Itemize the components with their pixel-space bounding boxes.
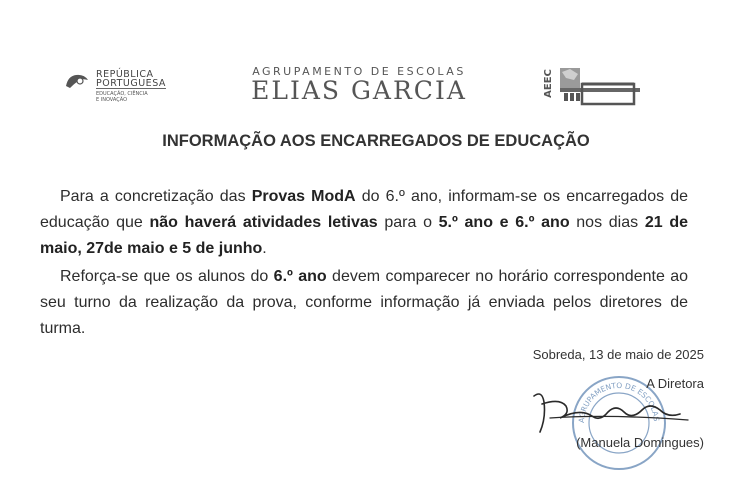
paragraph2-bold-grade: 6.º ano [273, 268, 327, 285]
aeec-logo [540, 66, 640, 106]
document-title: INFORMAÇÃO AOS ENCARREGADOS DE EDUCAÇÃO [162, 132, 590, 150]
republic-title-line2: PORTUGUESA [96, 78, 166, 89]
republic-subtitle-line2: E INOVAÇÃO [96, 96, 128, 103]
paragraph-attendance-info [40, 264, 688, 342]
aeec-building-icon [540, 66, 640, 106]
republic-emblem-icon [64, 72, 90, 90]
paragraph1-bold-exams: Provas ModA [251, 188, 356, 205]
school-group-logo [228, 66, 490, 106]
handwritten-signature [520, 388, 690, 438]
svg-text:AGRUPAMENTO DE ESCOLAS ELIAS G: AGRUPAMENTO DE ESCOLAS [576, 380, 662, 424]
paragraph2-text-1: Reforça-se que os alunos do [60, 268, 274, 285]
paragraph1-text-4: nos dias [569, 214, 645, 231]
republic-subtitle-line1: EDUCAÇÃO, CIÊNCIA [96, 91, 148, 97]
signatory-role: A Diretora [646, 376, 704, 391]
republic-title-line1: REPÚBLICA [96, 69, 154, 80]
signatory-name: (Manuela Domingues) [576, 435, 704, 450]
school-group-line1: AGRUPAMENTO DE ESCOLAS [252, 65, 466, 78]
paragraph1-bold-dates: 21 de maio, 27de maio e 5 de junho [40, 214, 688, 257]
republica-portuguesa-logo [62, 70, 182, 106]
paragraph-exam-info [40, 184, 688, 262]
paragraph1-text-5: . [262, 240, 267, 257]
school-group-line2: ELIAS GARCIA [251, 76, 467, 105]
paragraph2-text-2: devem comparecer no horário correspondente ao seu turno da realização da prova, conforme informação já enviada pelos diretores de turma. [40, 268, 689, 337]
signature-stroke-icon [520, 388, 690, 438]
place-date: Sobreda, 13 de maio de 2025 [532, 347, 704, 362]
paragraph1-bold-no-activities: não haverá atividades letivas [149, 214, 378, 231]
paragraph1-text-3: para o [377, 214, 439, 231]
paragraph1-bold-grades: 5.º ano e 6.º ano [438, 214, 570, 231]
paragraph1-text-2: do 6.º ano, informam-se os encarregados de educação que [40, 188, 688, 231]
paragraph1-text-1: Para a concretização das [60, 188, 252, 205]
aeec-label: AEEC [542, 69, 554, 98]
